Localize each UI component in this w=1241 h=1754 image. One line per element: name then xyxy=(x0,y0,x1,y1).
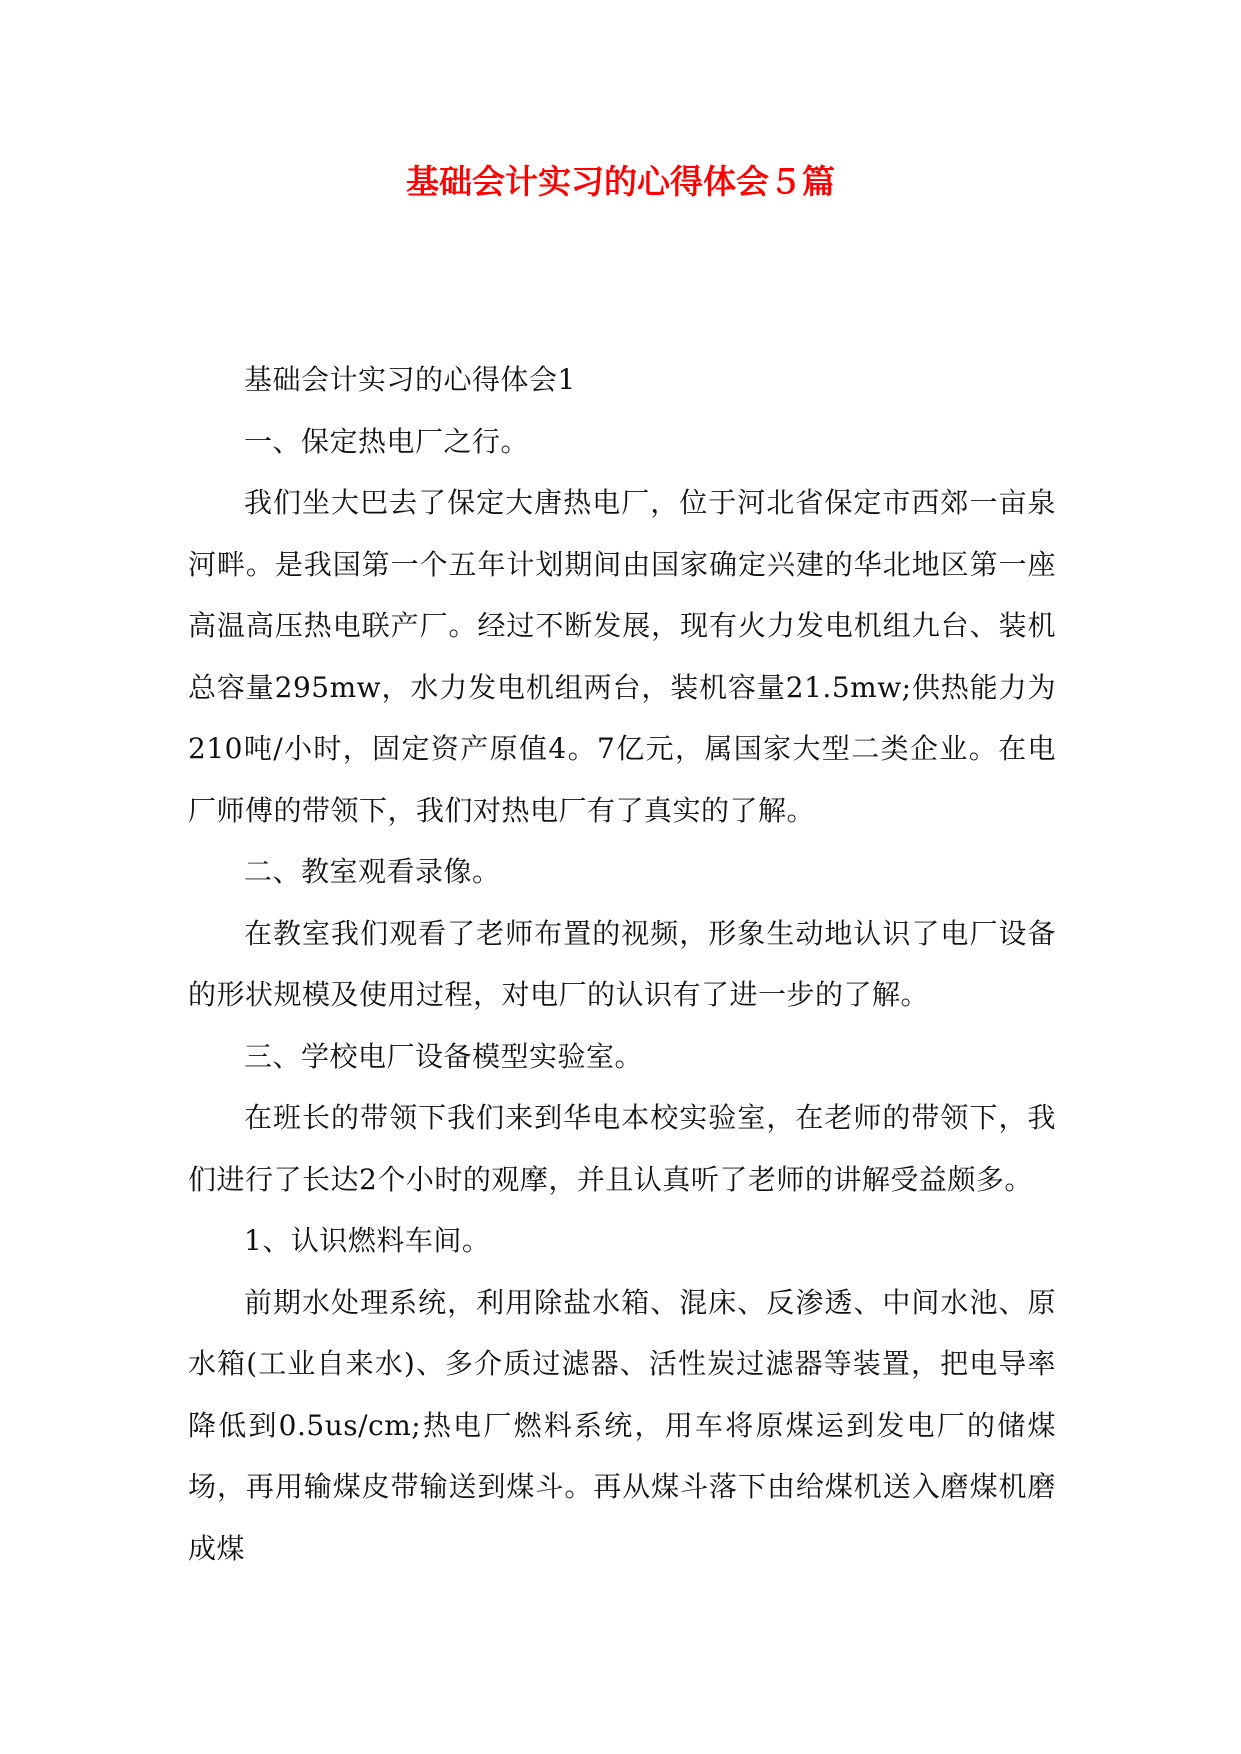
paragraph-heading-2: 二、教室观看录像。 xyxy=(244,855,501,888)
document-title: 基础会计实习的心得体会５篇 xyxy=(406,162,835,201)
paragraph-heading-1: 一、保定热电厂之行。 xyxy=(244,424,530,458)
paragraph: 我们坐大巴去了保定大唐热电厂，位于河北省保定市西郊一亩泉河畔。是我国第一个五年计划期间由国家确定兴建的华北地区第一座高温高压热电联产厂。经过不断发展，现有火力发电机组九台、装机总容量295mw，水力发电机组两台，装机容量21.5mw;供热能力为210吨/小时，固定资产原值4。7亿元，属国家大型二类企业。在电厂师傅的带领下，我们对热电厂有了真实的了解。 xyxy=(188,486,1056,827)
paragraph-subheading-1: 1、认识燃料车间。 xyxy=(244,1224,491,1257)
paragraph: 在教室我们观看了老师布置的视频，形象生动地认识了电厂设备的形状规模及使用过程，对电厂的认识有了进一步的了解。 xyxy=(188,916,1056,1011)
paragraph-heading-3: 三、学校电厂设备模型实验室。 xyxy=(244,1039,644,1073)
document-body xyxy=(188,349,1056,1579)
paragraph-section-heading: 基础会计实习的心得体会1 xyxy=(244,363,576,396)
paragraph: 在班长的带领下我们来到华电本校实验室，在老师的带领下，我们进行了长达2个小时的观摩，并且认真听了老师的讲解受益颇多。 xyxy=(188,1101,1056,1196)
paragraph: 前期水处理系统，利用除盐水箱、混床、反渗透、中间水池、原水箱(工业自来水)、多介质过滤器、活性炭过滤器等装置，把电导率降低到0.5us/cm;热电厂燃料系统，用车将原煤运到发电厂的储煤场，再用输煤皮带输送到煤斗。再从煤斗落下由给煤机送入磨煤机磨成煤 xyxy=(188,1285,1056,1565)
